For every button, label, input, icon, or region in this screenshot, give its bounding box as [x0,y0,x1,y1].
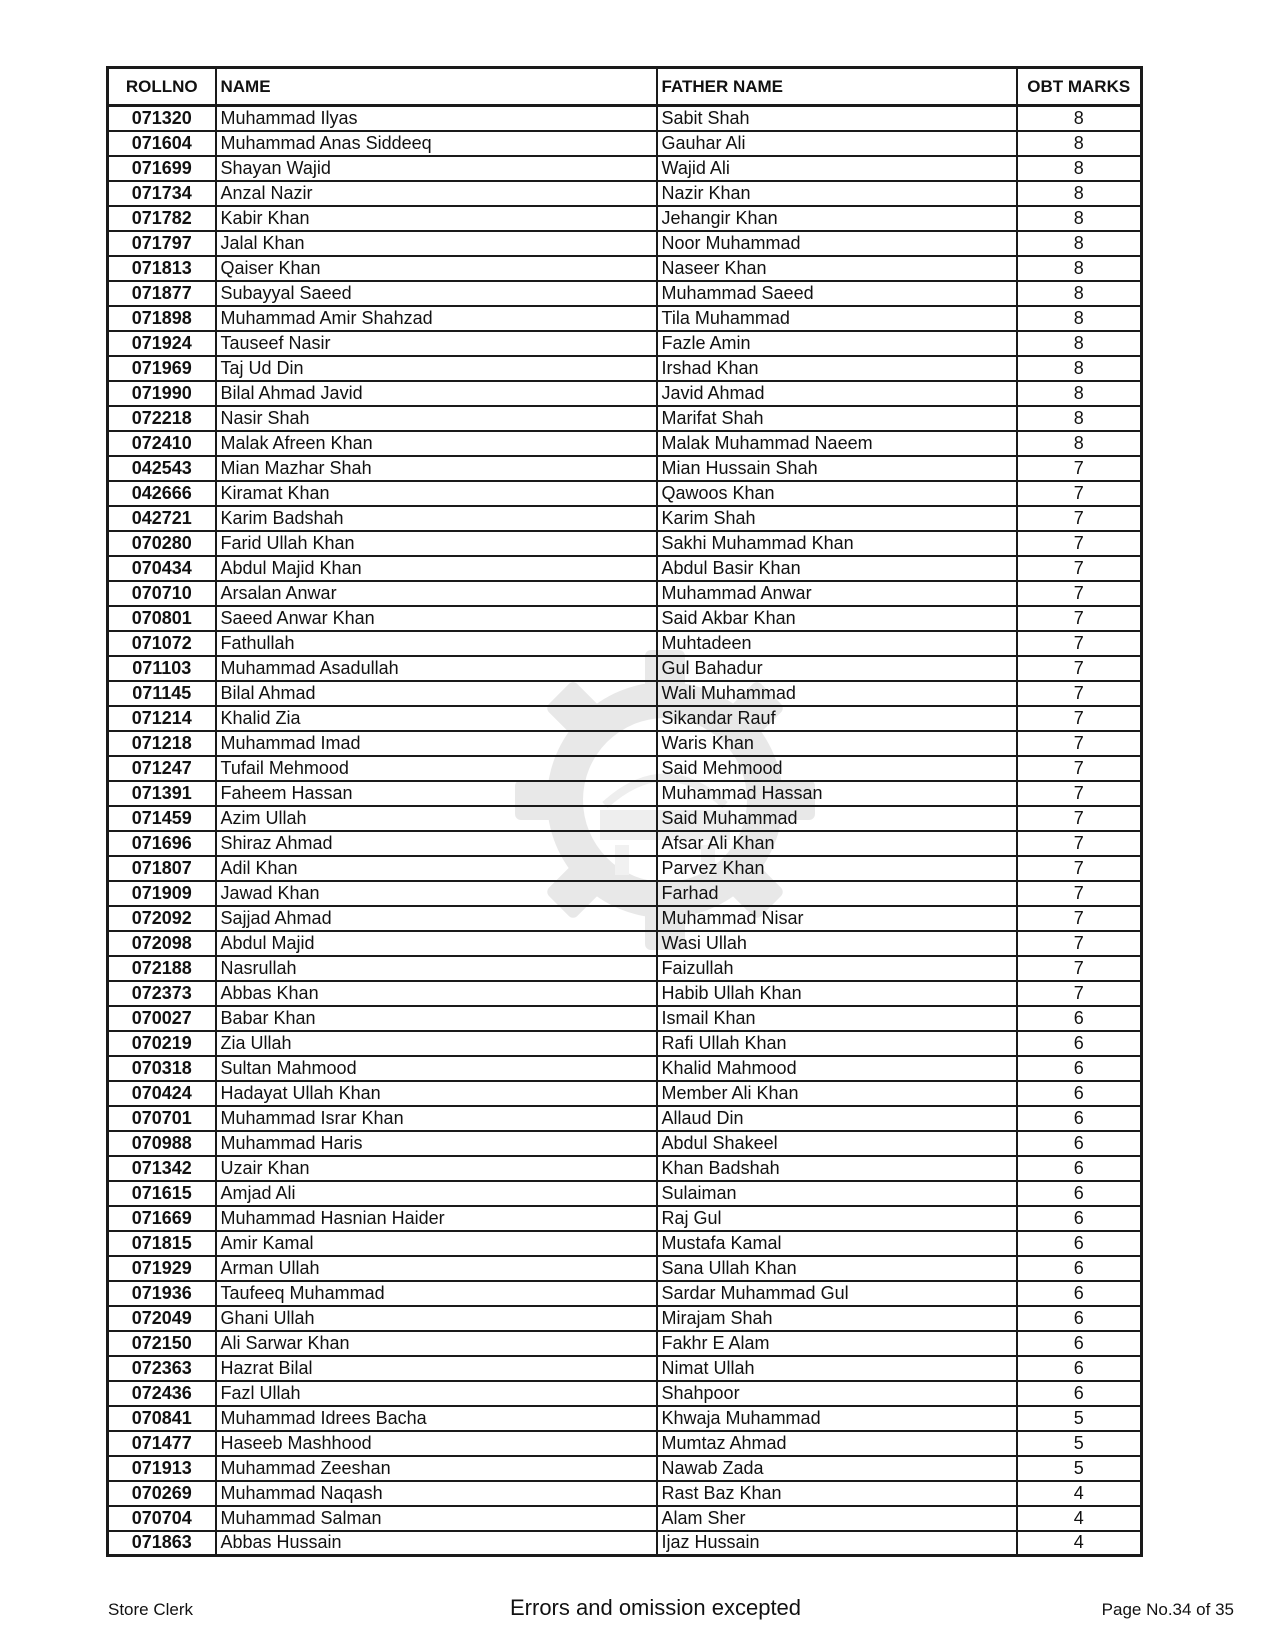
cell-obt-marks: 7 [1017,456,1142,481]
cell-obt-marks: 6 [1017,1356,1142,1381]
header-rollno: ROLLNO [108,68,216,106]
cell-rollno: 070027 [108,1006,216,1031]
cell-name: Adil Khan [216,856,657,881]
table-row [108,681,1142,706]
cell-father-name: Mustafa Kamal [657,1231,1017,1256]
cell-rollno: 072218 [108,406,216,431]
cell-name: Abdul Majid Khan [216,556,657,581]
cell-rollno: 072098 [108,931,216,956]
cell-name: Jawad Khan [216,881,657,906]
cell-obt-marks: 7 [1017,781,1142,806]
results-table [106,66,1143,1557]
table-row [108,906,1142,931]
cell-obt-marks: 7 [1017,856,1142,881]
cell-obt-marks: 7 [1017,706,1142,731]
cell-father-name: Qawoos Khan [657,481,1017,506]
table-row [108,181,1142,206]
cell-father-name: Sabit Shah [657,106,1017,131]
cell-name: Khalid Zia [216,706,657,731]
cell-father-name: Sardar Muhammad Gul [657,1281,1017,1306]
cell-name: Subayyal Saeed [216,281,657,306]
cell-name: Nasrullah [216,956,657,981]
cell-rollno: 070801 [108,606,216,631]
cell-rollno: 071615 [108,1181,216,1206]
cell-father-name: Fakhr E Alam [657,1331,1017,1356]
cell-obt-marks: 7 [1017,906,1142,931]
cell-rollno: 042666 [108,481,216,506]
cell-obt-marks: 6 [1017,1006,1142,1031]
cell-obt-marks: 7 [1017,956,1142,981]
table-row [108,1056,1142,1081]
cell-obt-marks: 6 [1017,1156,1142,1181]
cell-obt-marks: 4 [1017,1531,1142,1556]
cell-rollno: 071969 [108,356,216,381]
cell-father-name: Nazir Khan [657,181,1017,206]
cell-rollno: 072150 [108,1331,216,1356]
cell-name: Muhammad Anas Siddeeq [216,131,657,156]
table-row [108,1456,1142,1481]
cell-obt-marks: 7 [1017,656,1142,681]
cell-name: Uzair Khan [216,1156,657,1181]
cell-name: Muhammad Salman [216,1506,657,1531]
cell-name: Amir Kamal [216,1231,657,1256]
cell-rollno: 071247 [108,756,216,781]
cell-obt-marks: 6 [1017,1181,1142,1206]
cell-rollno: 070434 [108,556,216,581]
cell-obt-marks: 7 [1017,556,1142,581]
cell-obt-marks: 4 [1017,1481,1142,1506]
cell-name: Muhammad Haris [216,1131,657,1156]
table-row [108,531,1142,556]
cell-obt-marks: 7 [1017,581,1142,606]
cell-rollno: 071929 [108,1256,216,1281]
cell-obt-marks: 7 [1017,631,1142,656]
cell-rollno: 071145 [108,681,216,706]
cell-name: Muhammad Naqash [216,1481,657,1506]
cell-name: Muhammad Idrees Bacha [216,1406,657,1431]
cell-name: Zia Ullah [216,1031,657,1056]
cell-name: Amjad Ali [216,1181,657,1206]
cell-obt-marks: 7 [1017,881,1142,906]
cell-father-name: Mirajam Shah [657,1306,1017,1331]
cell-obt-marks: 5 [1017,1431,1142,1456]
cell-obt-marks: 7 [1017,681,1142,706]
cell-name: Haseeb Mashhood [216,1431,657,1456]
cell-name: Karim Badshah [216,506,657,531]
cell-name: Sajjad Ahmad [216,906,657,931]
cell-father-name: Sana Ullah Khan [657,1256,1017,1281]
cell-father-name: Member Ali Khan [657,1081,1017,1106]
cell-father-name: Rafi Ullah Khan [657,1031,1017,1056]
table-row [108,731,1142,756]
cell-father-name: Mumtaz Ahmad [657,1431,1017,1456]
cell-rollno: 071936 [108,1281,216,1306]
cell-father-name: Ijaz Hussain [657,1531,1017,1556]
cell-father-name: Mian Hussain Shah [657,456,1017,481]
cell-obt-marks: 5 [1017,1456,1142,1481]
table-row [108,881,1142,906]
cell-rollno: 071813 [108,256,216,281]
cell-rollno: 072436 [108,1381,216,1406]
cell-father-name: Muhtadeen [657,631,1017,656]
cell-name: Ali Sarwar Khan [216,1331,657,1356]
cell-father-name: Abdul Shakeel [657,1131,1017,1156]
cell-obt-marks: 5 [1017,1406,1142,1431]
cell-rollno: 071214 [108,706,216,731]
cell-name: Muhammad Amir Shahzad [216,306,657,331]
cell-father-name: Khan Badshah [657,1156,1017,1181]
cell-father-name: Khalid Mahmood [657,1056,1017,1081]
cell-name: Hazrat Bilal [216,1356,657,1381]
footer-disclaimer: Errors and omission excepted [510,1595,802,1620]
cell-rollno: 070424 [108,1081,216,1106]
table-row [108,1481,1142,1506]
cell-obt-marks: 6 [1017,1381,1142,1406]
table-row [108,106,1142,131]
cell-obt-marks: 6 [1017,1306,1142,1331]
cell-obt-marks: 6 [1017,1056,1142,1081]
table-row [108,1106,1142,1131]
cell-rollno: 072410 [108,431,216,456]
table-row [108,1081,1142,1106]
cell-obt-marks: 8 [1017,356,1142,381]
cell-rollno: 071807 [108,856,216,881]
cell-rollno: 071863 [108,1531,216,1556]
cell-father-name: Khwaja Muhammad [657,1406,1017,1431]
cell-name: Abbas Hussain [216,1531,657,1556]
table-row [108,1031,1142,1056]
table-row [108,356,1142,381]
cell-obt-marks: 6 [1017,1206,1142,1231]
cell-rollno: 071669 [108,1206,216,1231]
table-row [108,656,1142,681]
table-row [108,856,1142,881]
cell-name: Azim Ullah [216,806,657,831]
table-row [108,281,1142,306]
cell-obt-marks: 8 [1017,331,1142,356]
cell-name: Abbas Khan [216,981,657,1006]
footer-store-clerk: Store Clerk [108,1600,194,1619]
cell-obt-marks: 8 [1017,131,1142,156]
cell-rollno: 071877 [108,281,216,306]
cell-obt-marks: 7 [1017,531,1142,556]
cell-rollno: 071909 [108,881,216,906]
cell-name: Nasir Shah [216,406,657,431]
cell-rollno: 070318 [108,1056,216,1081]
cell-name: Qaiser Khan [216,256,657,281]
cell-rollno: 070701 [108,1106,216,1131]
cell-name: Anzal Nazir [216,181,657,206]
header-obt-marks: OBT MARKS [1017,68,1142,106]
cell-obt-marks: 7 [1017,981,1142,1006]
cell-father-name: Parvez Khan [657,856,1017,881]
cell-father-name: Fazle Amin [657,331,1017,356]
cell-rollno: 071696 [108,831,216,856]
cell-name: Muhammad Zeeshan [216,1456,657,1481]
cell-father-name: Rast Baz Khan [657,1481,1017,1506]
cell-father-name: Gauhar Ali [657,131,1017,156]
cell-father-name: Shahpoor [657,1381,1017,1406]
cell-obt-marks: 8 [1017,381,1142,406]
cell-name: Hadayat Ullah Khan [216,1081,657,1106]
table-row [108,806,1142,831]
cell-rollno: 072188 [108,956,216,981]
cell-father-name: Malak Muhammad Naeem [657,431,1017,456]
cell-father-name: Faizullah [657,956,1017,981]
cell-name: Fazl Ullah [216,1381,657,1406]
table-row [108,606,1142,631]
table-row [108,1431,1142,1456]
cell-father-name: Muhammad Hassan [657,781,1017,806]
table-row [108,1256,1142,1281]
cell-name: Muhammad Asadullah [216,656,657,681]
cell-rollno: 071990 [108,381,216,406]
cell-name: Muhammad Hasnian Haider [216,1206,657,1231]
table-row [108,431,1142,456]
cell-rollno: 071699 [108,156,216,181]
cell-obt-marks: 8 [1017,231,1142,256]
cell-father-name: Afsar Ali Khan [657,831,1017,856]
cell-father-name: Noor Muhammad [657,231,1017,256]
table-row [108,1281,1142,1306]
table-row [108,831,1142,856]
cell-rollno: 071459 [108,806,216,831]
cell-name: Farid Ullah Khan [216,531,657,556]
cell-father-name: Wajid Ali [657,156,1017,181]
table-row [108,256,1142,281]
cell-obt-marks: 6 [1017,1256,1142,1281]
cell-obt-marks: 8 [1017,281,1142,306]
cell-father-name: Tila Muhammad [657,306,1017,331]
table-row [108,306,1142,331]
cell-rollno: 070269 [108,1481,216,1506]
cell-father-name: Nawab Zada [657,1456,1017,1481]
cell-name: Mian Mazhar Shah [216,456,657,481]
cell-name: Arman Ullah [216,1256,657,1281]
cell-obt-marks: 7 [1017,506,1142,531]
cell-name: Fathullah [216,631,657,656]
header-father-name: FATHER NAME [657,68,1017,106]
cell-obt-marks: 6 [1017,1106,1142,1131]
table-row [108,1356,1142,1381]
table-row [108,1406,1142,1431]
cell-obt-marks: 8 [1017,156,1142,181]
cell-name: Faheem Hassan [216,781,657,806]
table-row [108,1131,1142,1156]
cell-rollno: 071913 [108,1456,216,1481]
table-row [108,1006,1142,1031]
cell-obt-marks: 6 [1017,1081,1142,1106]
cell-father-name: Allaud Din [657,1106,1017,1131]
table-row [108,1206,1142,1231]
table-row [108,506,1142,531]
table-row [108,756,1142,781]
cell-father-name: Karim Shah [657,506,1017,531]
footer-page-number: Page No.34 of 35 [1101,1600,1234,1619]
cell-rollno: 070280 [108,531,216,556]
cell-obt-marks: 7 [1017,756,1142,781]
table-row [108,1381,1142,1406]
table-row [108,331,1142,356]
cell-rollno: 070988 [108,1131,216,1156]
table-row [108,156,1142,181]
table-row [108,981,1142,1006]
cell-rollno: 072049 [108,1306,216,1331]
cell-rollno: 070704 [108,1506,216,1531]
cell-rollno: 042543 [108,456,216,481]
cell-name: Kiramat Khan [216,481,657,506]
cell-obt-marks: 6 [1017,1131,1142,1156]
table-row [108,1231,1142,1256]
cell-rollno: 071898 [108,306,216,331]
cell-rollno: 072092 [108,906,216,931]
cell-father-name: Habib Ullah Khan [657,981,1017,1006]
cell-obt-marks: 7 [1017,831,1142,856]
cell-father-name: Wali Muhammad [657,681,1017,706]
cell-obt-marks: 4 [1017,1506,1142,1531]
cell-rollno: 071391 [108,781,216,806]
cell-father-name: Sulaiman [657,1181,1017,1206]
cell-rollno: 071924 [108,331,216,356]
cell-obt-marks: 6 [1017,1231,1142,1256]
cell-father-name: Farhad [657,881,1017,906]
table-row [108,1531,1142,1556]
table-row [108,581,1142,606]
cell-name: Shayan Wajid [216,156,657,181]
cell-obt-marks: 6 [1017,1331,1142,1356]
cell-obt-marks: 8 [1017,431,1142,456]
cell-name: Shiraz Ahmad [216,831,657,856]
cell-obt-marks: 8 [1017,256,1142,281]
cell-obt-marks: 7 [1017,931,1142,956]
header-name: NAME [216,68,657,106]
cell-obt-marks: 7 [1017,481,1142,506]
cell-name: Saeed Anwar Khan [216,606,657,631]
cell-name: Babar Khan [216,1006,657,1031]
cell-rollno: 071320 [108,106,216,131]
table-row [108,1306,1142,1331]
cell-father-name: Said Muhammad [657,806,1017,831]
cell-rollno: 071072 [108,631,216,656]
table-row [108,706,1142,731]
cell-father-name: Waris Khan [657,731,1017,756]
cell-name: Ghani Ullah [216,1306,657,1331]
cell-father-name: Said Mehmood [657,756,1017,781]
cell-rollno: 071815 [108,1231,216,1256]
cell-rollno: 071604 [108,131,216,156]
cell-rollno: 071734 [108,181,216,206]
cell-father-name: Alam Sher [657,1506,1017,1531]
cell-father-name: Muhammad Saeed [657,281,1017,306]
cell-father-name: Javid Ahmad [657,381,1017,406]
table-row [108,456,1142,481]
cell-name: Muhammad Ilyas [216,106,657,131]
cell-rollno: 071342 [108,1156,216,1181]
cell-obt-marks: 7 [1017,806,1142,831]
table-row [108,1181,1142,1206]
table-row [108,1331,1142,1356]
table-row [108,481,1142,506]
cell-rollno: 071103 [108,656,216,681]
cell-obt-marks: 7 [1017,606,1142,631]
cell-obt-marks: 8 [1017,306,1142,331]
cell-name: Muhammad Israr Khan [216,1106,657,1131]
cell-rollno: 070219 [108,1031,216,1056]
cell-rollno: 072363 [108,1356,216,1381]
cell-rollno: 072373 [108,981,216,1006]
cell-name: Jalal Khan [216,231,657,256]
table-header-row [108,68,1142,106]
cell-obt-marks: 8 [1017,406,1142,431]
table-row [108,131,1142,156]
cell-father-name: Naseer Khan [657,256,1017,281]
cell-rollno: 071797 [108,231,216,256]
cell-name: Taufeeq Muhammad [216,1281,657,1306]
table-row [108,956,1142,981]
cell-obt-marks: 8 [1017,106,1142,131]
cell-rollno: 071477 [108,1431,216,1456]
cell-rollno: 070841 [108,1406,216,1431]
cell-father-name: Wasi Ullah [657,931,1017,956]
cell-name: Malak Afreen Khan [216,431,657,456]
cell-name: Arsalan Anwar [216,581,657,606]
cell-name: Bilal Ahmad [216,681,657,706]
cell-father-name: Nimat Ullah [657,1356,1017,1381]
cell-father-name: Sikandar Rauf [657,706,1017,731]
cell-father-name: Raj Gul [657,1206,1017,1231]
cell-father-name: Jehangir Khan [657,206,1017,231]
cell-name: Tauseef Nasir [216,331,657,356]
table-row [108,556,1142,581]
table-row [108,781,1142,806]
cell-father-name: Abdul Basir Khan [657,556,1017,581]
cell-rollno: 071218 [108,731,216,756]
cell-rollno: 070710 [108,581,216,606]
cell-father-name: Said Akbar Khan [657,606,1017,631]
cell-obt-marks: 8 [1017,181,1142,206]
cell-name: Muhammad Imad [216,731,657,756]
cell-name: Taj Ud Din [216,356,657,381]
cell-name: Sultan Mahmood [216,1056,657,1081]
cell-father-name: Sakhi Muhammad Khan [657,531,1017,556]
cell-father-name: Irshad Khan [657,356,1017,381]
table-row [108,1156,1142,1181]
table-row [108,406,1142,431]
table-row [108,231,1142,256]
cell-father-name: Gul Bahadur [657,656,1017,681]
cell-obt-marks: 8 [1017,206,1142,231]
cell-name: Abdul Majid [216,931,657,956]
cell-obt-marks: 6 [1017,1281,1142,1306]
table-row [108,931,1142,956]
cell-rollno: 042721 [108,506,216,531]
table-row [108,381,1142,406]
table-row [108,206,1142,231]
cell-father-name: Muhammad Anwar [657,581,1017,606]
cell-rollno: 071782 [108,206,216,231]
table-row [108,631,1142,656]
table-row [108,1506,1142,1531]
cell-father-name: Muhammad Nisar [657,906,1017,931]
cell-father-name: Ismail Khan [657,1006,1017,1031]
cell-name: Tufail Mehmood [216,756,657,781]
cell-name: Bilal Ahmad Javid [216,381,657,406]
cell-name: Kabir Khan [216,206,657,231]
cell-obt-marks: 7 [1017,731,1142,756]
cell-father-name: Marifat Shah [657,406,1017,431]
cell-obt-marks: 6 [1017,1031,1142,1056]
